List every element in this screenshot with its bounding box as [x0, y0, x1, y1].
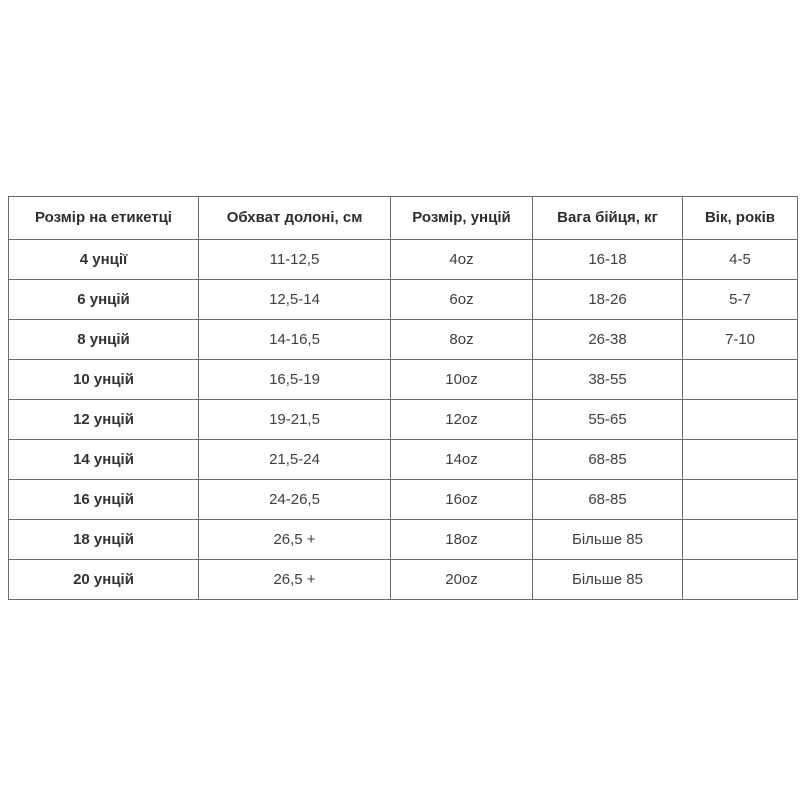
table-cell: 26,5 + — [199, 520, 391, 560]
table-cell: 8oz — [391, 320, 533, 360]
table-row — [9, 560, 798, 600]
table-row — [9, 480, 798, 520]
table-cell: 55-65 — [533, 400, 683, 440]
column-header-size-oz: Розмір, унцій — [391, 197, 533, 240]
table-cell: 7-10 — [683, 320, 798, 360]
table-cell: 19-21,5 — [199, 400, 391, 440]
table-row — [9, 440, 798, 480]
table-cell: 18-26 — [533, 280, 683, 320]
header-row — [9, 197, 798, 240]
table-cell: 16 унцій — [9, 480, 199, 520]
table-cell: 18oz — [391, 520, 533, 560]
table-row — [9, 280, 798, 320]
column-header-palm-circumference: Обхват долоні, см — [199, 197, 391, 240]
table-cell: 6 унцій — [9, 280, 199, 320]
table-row — [9, 320, 798, 360]
table-cell: 12oz — [391, 400, 533, 440]
table-row — [9, 240, 798, 280]
table-cell: 14oz — [391, 440, 533, 480]
table-cell: 12 унцій — [9, 400, 199, 440]
table-cell — [683, 360, 798, 400]
column-header-fighter-weight: Вага бійця, кг — [533, 197, 683, 240]
table-cell: 16-18 — [533, 240, 683, 280]
table-cell: 10oz — [391, 360, 533, 400]
table-cell: 4 унції — [9, 240, 199, 280]
column-header-age: Вік, років — [683, 197, 798, 240]
table-row — [9, 360, 798, 400]
table-cell: 10 унцій — [9, 360, 199, 400]
table-cell: 38-55 — [533, 360, 683, 400]
table-cell: 11-12,5 — [199, 240, 391, 280]
table-cell — [683, 480, 798, 520]
table-cell: 68-85 — [533, 440, 683, 480]
table-cell: Більше 85 — [533, 560, 683, 600]
table-cell: 26,5 + — [199, 560, 391, 600]
table-cell — [683, 440, 798, 480]
table-cell: 6oz — [391, 280, 533, 320]
table-cell: 4-5 — [683, 240, 798, 280]
table-cell: 14-16,5 — [199, 320, 391, 360]
table-cell: 20 унцій — [9, 560, 199, 600]
table-cell: 24-26,5 — [199, 480, 391, 520]
table-cell: 12,5-14 — [199, 280, 391, 320]
table-cell — [683, 560, 798, 600]
column-header-size-label: Розмір на етикетці — [9, 197, 199, 240]
table-cell: Більше 85 — [533, 520, 683, 560]
table-cell: 21,5-24 — [199, 440, 391, 480]
glove-sizing-table-wrap — [8, 196, 798, 600]
table-cell: 4oz — [391, 240, 533, 280]
table-cell: 18 унцій — [9, 520, 199, 560]
table-cell: 16,5-19 — [199, 360, 391, 400]
table-cell — [683, 520, 798, 560]
table-cell: 8 унцій — [9, 320, 199, 360]
table-cell: 16oz — [391, 480, 533, 520]
table-cell: 14 унцій — [9, 440, 199, 480]
glove-sizing-table — [8, 196, 798, 600]
table-cell — [683, 400, 798, 440]
table-cell: 68-85 — [533, 480, 683, 520]
table-row — [9, 520, 798, 560]
table-cell: 20oz — [391, 560, 533, 600]
table-cell: 5-7 — [683, 280, 798, 320]
table-cell: 26-38 — [533, 320, 683, 360]
table-row — [9, 400, 798, 440]
